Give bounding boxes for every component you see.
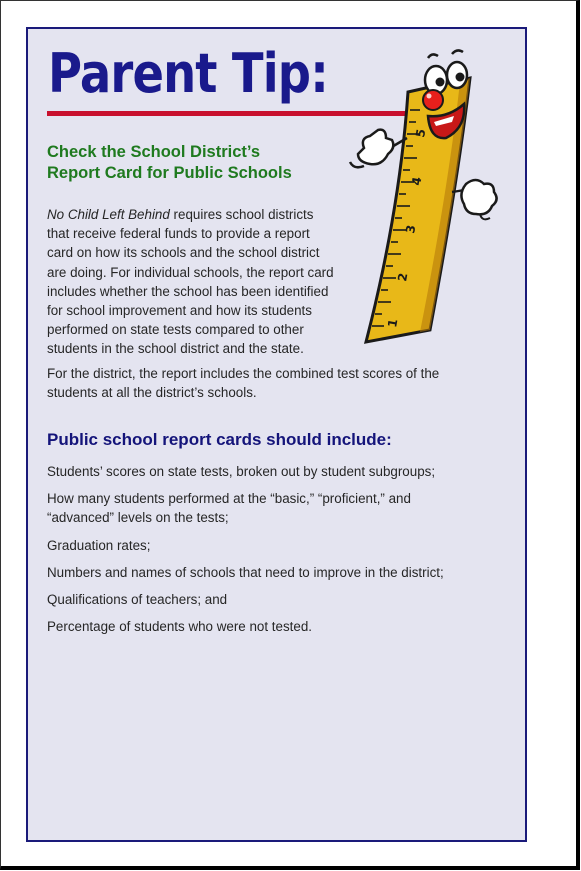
list-item: Qualifications of teachers; and xyxy=(47,592,228,608)
intro-paragraph xyxy=(47,205,337,359)
ruler-number: 2 xyxy=(395,271,411,283)
cartoon-ruler-icon xyxy=(320,20,500,350)
section-heading: Public school report cards should include: xyxy=(47,430,392,449)
page-title: Parent Tip: xyxy=(48,42,328,105)
ruler-number: 5 xyxy=(413,127,429,139)
intro-text: requires school districts that receive federal funds to provide a report card on how its schools and the school district are doing. For individual schools, the report card includes whether the school has been identified for school improvement and how its students performed on state tests compared to other students in the school district and the state. xyxy=(47,207,334,357)
subtitle-line-2: Report Card for Public Schools xyxy=(47,164,292,182)
ruler-number: 3 xyxy=(403,223,419,235)
ruler-number: 4 xyxy=(409,175,425,187)
right-glove xyxy=(461,180,496,214)
list-item: Students’ scores on state tests, broken out by student subgroups; xyxy=(47,464,436,479)
list-item: How many students performed at the “basic,” “proficient,” and “advanced” levels on the tests; xyxy=(47,491,411,526)
subtitle-line-1: Check the School District’s xyxy=(47,143,261,161)
subtitle xyxy=(47,142,292,184)
list-item: Graduation rates; xyxy=(47,537,151,553)
intro-emphasis: No Child Left Behind xyxy=(47,207,170,222)
report-card-list xyxy=(47,462,467,644)
list-item: Numbers and names of schools that need to improve in the district; xyxy=(47,564,444,580)
district-paragraph: For the district, the report includes the combined test scores of the students at all the district’s schools. xyxy=(47,366,440,401)
list-item: Percentage of students who were not tested. xyxy=(47,619,313,635)
left-glove xyxy=(358,130,393,165)
nose xyxy=(423,90,443,110)
ruler-number: 1 xyxy=(385,317,401,329)
